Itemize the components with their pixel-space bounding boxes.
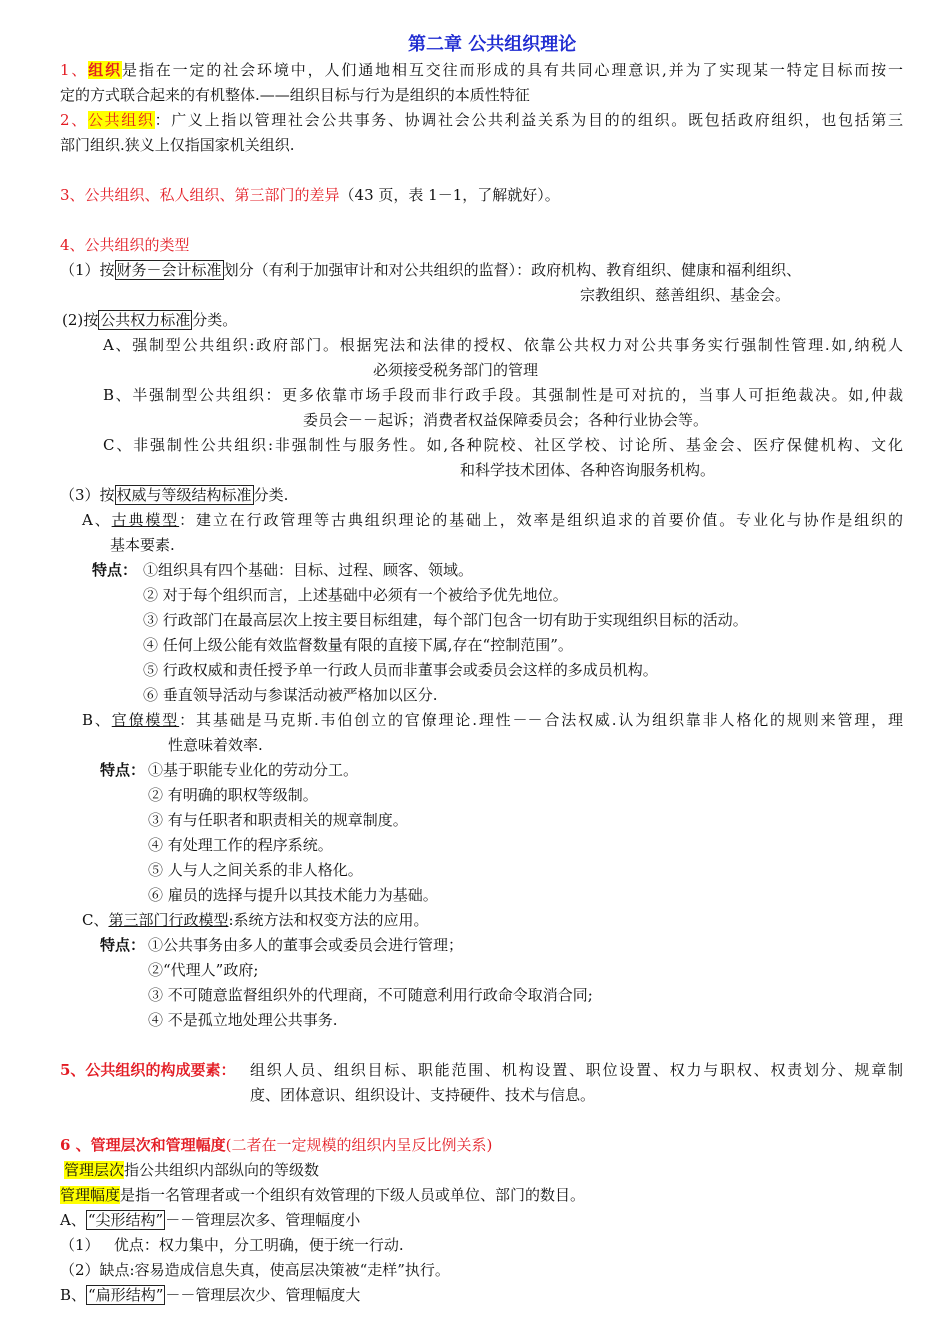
bureaucratic-feature-item: ⑥ 雇员的选择与提升以其技术能力为基础。: [148, 886, 438, 904]
classical-feature-item: ② 对于每个组织而言，上述基础中必须有一个被给予优先地位。: [143, 586, 568, 604]
s1-line2: 定的方式联合起来的有机整体.——组织目标与行为是组织的本质性特征: [60, 86, 530, 104]
s4-c2-b-line1: B、半强制型公共组织：更多依靠市场手段而非行政手段。其强制性是可对抗的，当事人可拒绝裁决。如,仲裁: [103, 386, 903, 404]
s1-number: 1、: [60, 61, 89, 79]
third-sector-feature-item: ②“代理人”政府;: [148, 961, 259, 979]
management-level-definition: 指公共组织内部纵向的等级数: [124, 1161, 320, 1179]
classical-feature-item: ⑥ 垂直领导活动与参谋活动被严格加以区分.: [143, 686, 438, 704]
bureaucratic-feature-item: ③ 有与任职者和职责相关的规章制度。: [148, 811, 408, 829]
flat-structure-text: －－管理层次少、管理幅度大: [165, 1286, 361, 1304]
third-sector-model-text: :系统方法和权变方法的应用。: [228, 911, 429, 929]
s6-term1-line: [64, 1160, 319, 1180]
s4-c2-b-line2: 委员会－－起诉；消费者权益保障委员会；各种行业协会等。: [303, 411, 709, 429]
page-title: 第二章 公共组织理论: [408, 34, 577, 55]
s2-term: 公共组织: [87, 111, 155, 129]
s6-note: (二者在一定规模的组织内呈反比例关系): [225, 1136, 493, 1154]
bureaucratic-feature-item: ⑤ 人与人之间关系的非人格化。: [148, 861, 363, 879]
s2-number: 2、: [60, 111, 88, 129]
s4-c2-a-line2: 必须接受税务部门的管理: [373, 361, 539, 379]
s1-line1: [60, 60, 903, 80]
s4-c1-line2: 宗教组织、慈善组织、基金会。: [580, 286, 791, 304]
third-sector-feature-item: ③ 不可随意监督组织外的代理商，不可随意利用行政命令取消合同;: [148, 986, 593, 1004]
bureaucratic-model-prefix: B、: [82, 711, 112, 729]
s4-c2-prefix: (2)按: [62, 311, 99, 329]
s4-c2-c-line1: C、非强制性公共组织:非强制性与服务性。如,各种院校、社区学校、讨论所、基金会、医疗保健机构、文化: [103, 436, 903, 454]
third-sector-model-prefix: C、: [82, 911, 109, 929]
s4-c2-text: 分类。: [192, 311, 238, 329]
s4-c2-c-line2: 和科学技术团体、各种咨询服务机构。: [460, 461, 716, 479]
third-sector-feature-item: ④ 不是孤立地处理公共事务.: [148, 1011, 338, 1029]
classical-feature-item: ③ 行政部门在最高层次上按主要目标组建，每个部门包含一切有助于实现组织目标的活动。: [143, 611, 748, 629]
s6-heading: 6 、管理层次和管理幅度: [60, 1136, 226, 1154]
bureaucratic-feature-item: ② 有明确的职权等级制。: [148, 786, 318, 804]
management-level-term: 管理层次: [64, 1161, 125, 1179]
flat-structure-prefix: B、: [60, 1286, 87, 1304]
s5-line2: 度、团体意识、组织设计、支持硬件、技术与信息。: [250, 1086, 596, 1104]
classical-feature-item: ④ 任何上级公能有效监督数量有限的直接下属,存在“控制范围”。: [143, 636, 573, 654]
tall-structure-text: －－管理层次多、管理幅度小: [165, 1211, 361, 1229]
bureaucratic-model-term: 官僚模型: [111, 711, 180, 729]
tall-structure-disadvantages: （2）缺点:容易造成信息失真，使高层决策被“走样”执行。: [60, 1261, 450, 1279]
s4-c2-a-line1: A、强制型公共组织:政府部门。根据宪法和法律的授权、依靠公共权力对公共事务实行强制性管理.如,纳税人: [103, 336, 903, 354]
s1-term: 组织: [88, 61, 123, 79]
s4-c2-line: [62, 310, 237, 330]
s6-heading-line: [60, 1135, 492, 1155]
s1-definition: 是指在一定的社会环境中，人们通地相互交往而形成的具有共同心理意识,并为了实现某一特定目标而按一: [122, 61, 903, 79]
management-span-term: 管理幅度: [60, 1186, 121, 1204]
management-span-definition: 是指一名管理者或一个组织有效管理的下级人员或单位、部门的数目。: [120, 1186, 586, 1204]
s4-c2-criterion: 公共权力标准: [100, 311, 191, 329]
third-sector-model-line: [82, 910, 429, 930]
s4-c3-criterion: 权威与等级结构标准: [116, 486, 252, 504]
bureaucratic-model-line2: 性意味着效率.: [168, 736, 263, 754]
third-sector-model-term: 第三部门行政模型: [108, 911, 229, 929]
s3-line: [60, 185, 560, 205]
flat-structure-term: “扁形结构”: [88, 1286, 164, 1304]
tall-structure-term: “尖形结构”: [87, 1211, 164, 1229]
classical-model-prefix: A、: [82, 511, 112, 529]
classical-model-text: ：建立在行政管理等古典组织理论的基础上，效率是组织追求的首要价值。专业化与协作是组织的: [179, 511, 903, 529]
bureaucratic-feature-item: ①基于职能专业化的劳动分工。: [148, 761, 359, 779]
tall-structure-prefix: A、: [60, 1211, 86, 1229]
s5-line1: 组织人员、组织目标、职能范围、机构设置、职位设置、权力与职权、权责划分、规章制: [250, 1061, 903, 1079]
s5-heading: 5、公共组织的构成要素：: [60, 1061, 236, 1079]
s4-c1-text: 划分（有利于加强审计和对公共组织的监督）：政府机构、教育组织、健康和福利组织、: [223, 261, 802, 279]
s4-c1-criterion: 财务－会计标准: [116, 261, 222, 279]
tall-structure-line: [60, 1210, 360, 1230]
classical-model-line1: [82, 510, 903, 530]
s2-line1: [60, 110, 903, 130]
third-sector-features-label: 特点：: [100, 936, 146, 954]
third-sector-feature-item: ①公共事务由多人的董事会或委员会进行管理；: [148, 936, 464, 954]
s3-heading: 3、公共组织、私人组织、第三部门的差异: [60, 186, 340, 204]
classical-model-line2: 基本要素.: [110, 536, 175, 554]
s4-c3-prefix: （3）按: [60, 486, 115, 504]
s2-line2: 部门组织.狭义上仅指国家机关组织.: [60, 136, 295, 154]
s3-note: （43 页，表 1－1，了解就好）。: [339, 186, 560, 204]
bureaucratic-features-label: 特点：: [100, 761, 146, 779]
bureaucratic-model-line1: [82, 710, 903, 730]
classical-feature-item: ①组织具有四个基础：目标、过程、顾客、领域。: [143, 561, 474, 579]
s4-c3-line: [60, 485, 288, 505]
s4-heading: 4、公共组织的类型: [60, 236, 190, 254]
s4-c1-prefix: （1）按: [60, 261, 115, 279]
classical-feature-item: ⑤ 行政权威和责任授予单一行政人员而非董事会或委员会这样的多成员机构。: [143, 661, 658, 679]
flat-structure-line: [60, 1285, 360, 1305]
s2-definition: ：广义上指以管理社会公共事务、协调社会公共利益关系为目的的组织。既包括政府组织，也包括第三: [154, 111, 903, 129]
tall-structure-advantages: （1） 优点：权力集中，分工明确，便于统一行动.: [60, 1236, 404, 1254]
bureaucratic-model-text: ：其基础是马克斯.韦伯创立的官僚理论.理性－－合法权威.认为组织靠非人格化的规则来管理，理: [179, 711, 903, 729]
s6-term2-line: [60, 1185, 585, 1205]
classical-features-label: 特点：: [92, 561, 138, 579]
s4-c1-line1: [60, 260, 801, 280]
classical-model-term: 古典模型: [111, 511, 180, 529]
bureaucratic-feature-item: ④ 有处理工作的程序系统。: [148, 836, 333, 854]
s4-c3-text: 分类.: [253, 486, 289, 504]
